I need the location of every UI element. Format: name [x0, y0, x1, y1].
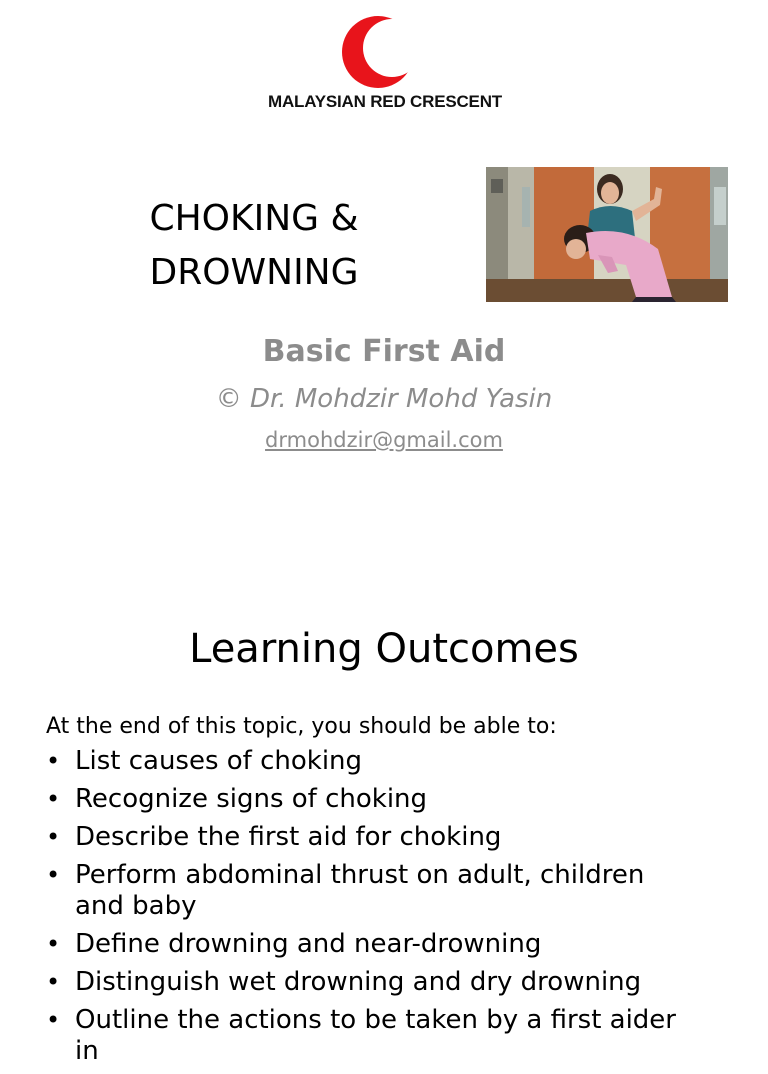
list-item: • Distinguish wet drowning and dry drowning — [46, 967, 686, 998]
logo-text: MALAYSIAN RED CRESCENT — [268, 92, 502, 111]
choking-first-aid-photo — [486, 167, 728, 302]
subtitle: Basic First Aid — [262, 334, 506, 369]
learning-outcomes-heading: Learning Outcomes — [189, 626, 579, 672]
learning-outcomes-intro: At the end of this topic, you should be able to: — [46, 714, 557, 739]
slide-title — [126, 192, 382, 300]
red-crescent-icon — [342, 10, 428, 94]
malaysian-red-crescent-logo — [240, 8, 530, 118]
list-item: • Outline the actions to be taken by a first aider in — [46, 1005, 686, 1067]
list-item: • Define drowning and near-drowning — [46, 929, 686, 960]
list-item: • Recognize signs of choking — [46, 784, 686, 815]
learning-outcomes-list — [46, 746, 686, 1074]
list-item: • Perform abdominal thrust on adult, children and baby — [46, 860, 686, 922]
author-credit: © Dr. Mohdzir Mohd Yasin — [215, 384, 553, 414]
author-email-link[interactable]: drmohdzir@gmail.com — [265, 428, 503, 452]
title-line-1: CHOKING & — [149, 198, 359, 239]
list-item: • Describe the first aid for choking — [46, 822, 686, 853]
learning-outcomes-slide — [0, 560, 768, 1066]
title-line-2: DROWNING — [149, 252, 359, 293]
list-item: • List causes of choking — [46, 746, 686, 777]
